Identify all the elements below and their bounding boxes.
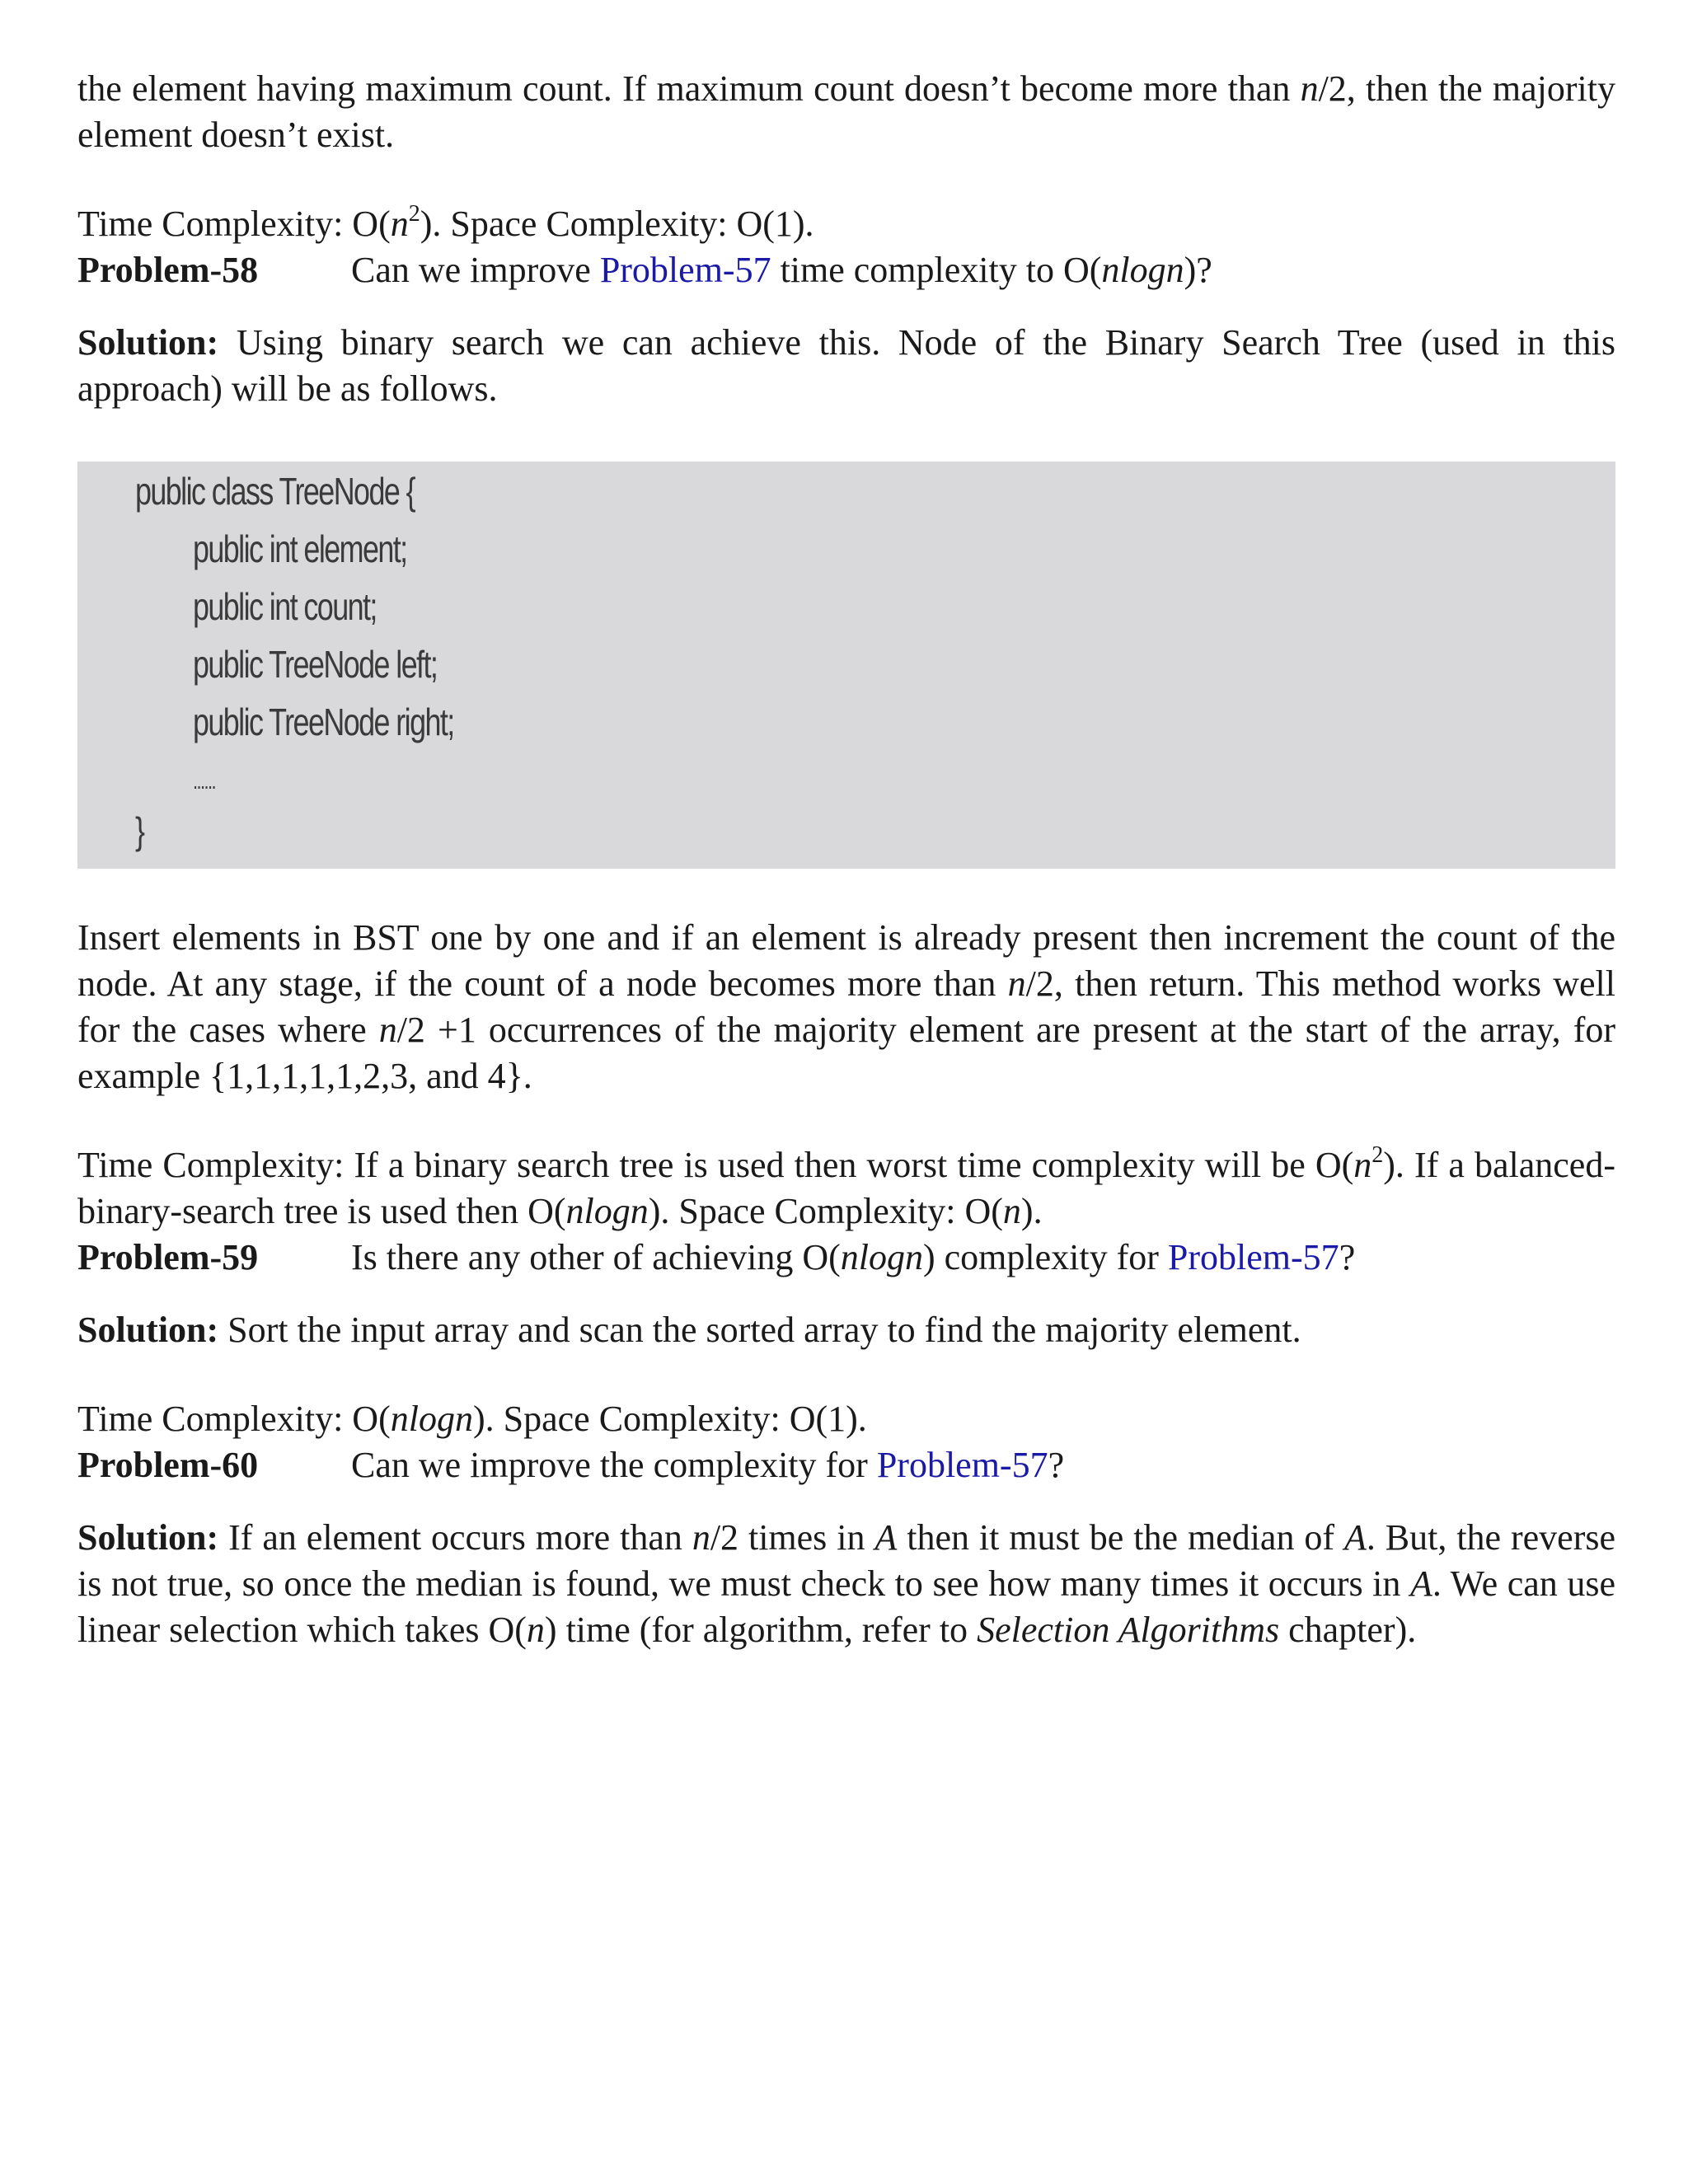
bst-complexity: Time Complexity: If a binary search tree is used then worst time complexity will be $O(n^2)$. If a balanced-binary-search tree is used then O(nlogn). Space Complexity: O(n).	[77, 1142, 1615, 1231]
code-line: public int element;	[193, 527, 407, 570]
code-line: public class TreeNode {	[135, 470, 415, 513]
code-block	[77, 462, 1615, 869]
problem-60-question: Problem-60 Can we improve the complexity for Problem-57?	[77, 1442, 1615, 1488]
problem-58-id: Problem-58	[77, 250, 259, 290]
intro-complexity: Time Complexity: $O(n^2)$. Space Complexity: O(1).	[77, 201, 814, 244]
problem-59-solution: Solution: Sort the input array and scan the sorted array to find the majority element.	[77, 1310, 1301, 1350]
problem-58-question: Problem-58 Can we improve Problem-57 time complexity to O(nlogn)?	[77, 247, 1615, 293]
solution-label: Solution:	[77, 1517, 219, 1558]
code-line: }	[135, 809, 144, 852]
code-line: ......	[193, 768, 216, 794]
code-line: public int count;	[193, 585, 377, 628]
problem-57-link[interactable]: Problem-57	[876, 1445, 1048, 1485]
problem-57-link[interactable]: Problem-57	[1167, 1237, 1339, 1277]
solution-label: Solution:	[77, 1310, 219, 1350]
problem-58-solution: Solution: Using binary search we can achieve this. Node of the Binary Search Tree (used in this approach) will be as follows.	[77, 322, 1615, 409]
intro-paragraph: the element having maximum count. If maximum count doesn’t become more than n/2, then the majority element doesn’t exist.	[77, 68, 1615, 155]
insert-paragraph: Insert elements in BST one by one and if an element is already present then increment the count of the node. At any stage, if the count of a node becomes more than n/2, then return. This method works well for the cases where n/2 +1 occurrences of the majority element are present at the start of the array, for example {1,1,1,1,1,2,3, and 4}.	[77, 917, 1616, 1096]
problem-60-solution: Solution: If an element occurs more than n/2 times in A then it must be the median of A. But, the reverse is not true, so once the median is found, we must check to see how many times it occurs in A. We can use linear selection which takes O(n) time (for algorithm, refer to Selection Algorithms chapter).	[77, 1517, 1616, 1650]
code-line: public TreeNode left;	[193, 643, 438, 686]
problem-59-id: Problem-59	[77, 1237, 259, 1277]
problem-57-link[interactable]: Problem-57	[599, 250, 771, 290]
problem-60-id: Problem-60	[77, 1445, 259, 1485]
solution-label: Solution:	[77, 322, 219, 363]
code-line: public TreeNode right;	[193, 701, 454, 743]
problem-59-complexity: Time Complexity: O(nlogn). Space Complexity: O(1).	[77, 1399, 867, 1439]
page-content	[77, 66, 1615, 1653]
problem-59-question: Problem-59 Is there any other of achieving O(nlogn) complexity for Problem-57?	[77, 1235, 1615, 1281]
